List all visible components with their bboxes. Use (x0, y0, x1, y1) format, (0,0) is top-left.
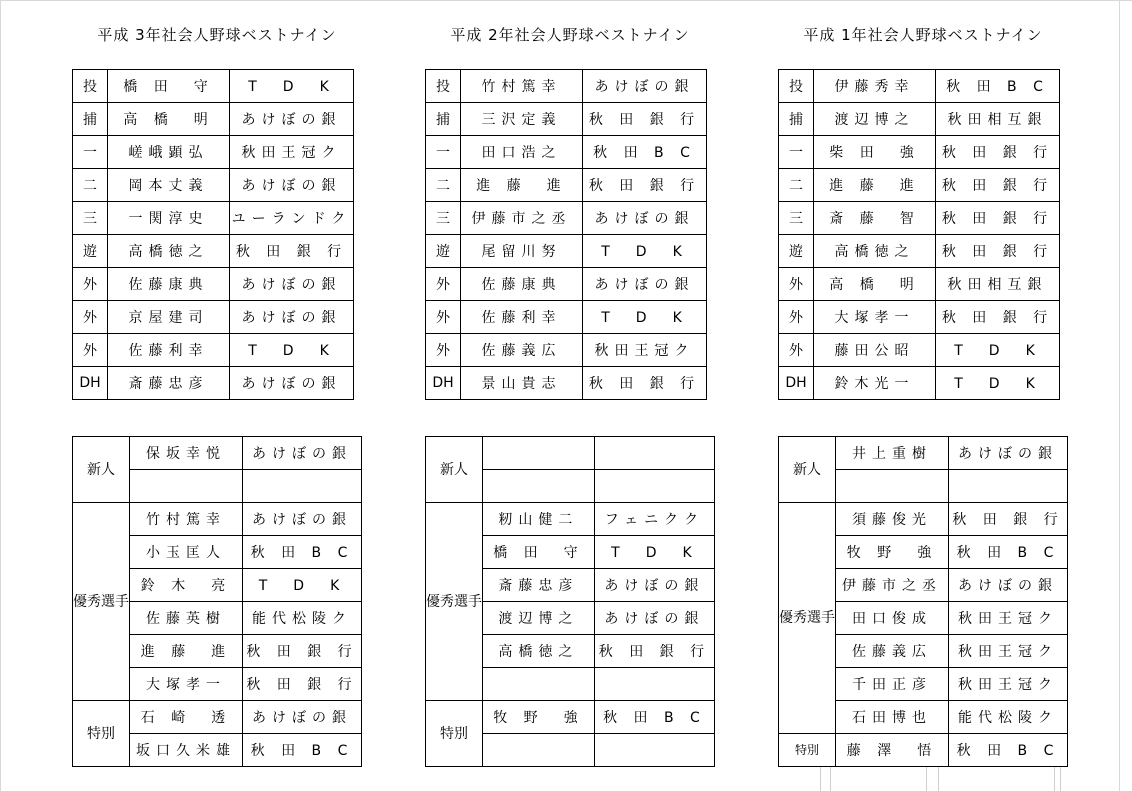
team-cell: あけぼの銀 (230, 169, 354, 202)
team-cell: T D K (230, 334, 354, 367)
player-name-cell (130, 470, 243, 503)
team-cell: T D K (583, 235, 707, 268)
team-cell: あけぼの銀 (583, 268, 707, 301)
player-name-cell: 高橋徳之 (108, 235, 230, 268)
best-nine-table (778, 69, 1060, 400)
position-cell: 外 (426, 268, 461, 301)
table-row (426, 202, 707, 235)
table-row (73, 334, 354, 367)
team-cell: あけぼの銀 (242, 503, 361, 536)
team-cell: 秋田王冠ク (230, 136, 354, 169)
player-name-cell: 石田博也 (836, 701, 949, 734)
position-cell: DH (426, 367, 461, 400)
player-name-cell: 竹村篤幸 (130, 503, 243, 536)
team-cell: あけぼの銀 (230, 103, 354, 136)
player-name-cell: 伊藤市之丞 (836, 569, 949, 602)
position-cell: 外 (779, 268, 814, 301)
table-row (426, 701, 715, 734)
position-cell: 外 (73, 268, 108, 301)
table-row (426, 367, 707, 400)
table-row (426, 103, 707, 136)
position-cell: 外 (73, 334, 108, 367)
table-row (426, 437, 715, 470)
player-name-cell (483, 470, 595, 503)
team-cell: 秋 田 銀 行 (936, 136, 1060, 169)
team-cell: 秋 田 銀 行 (594, 635, 714, 668)
team-cell: あけぼの銀 (583, 202, 707, 235)
table-row (779, 169, 1060, 202)
team-cell (242, 470, 361, 503)
table-row (779, 268, 1060, 301)
player-name-cell: 一関淳史 (108, 202, 230, 235)
team-cell (594, 734, 714, 767)
player-name-cell: 佐藤義広 (836, 635, 949, 668)
player-name-cell: 橋 田 守 (483, 536, 595, 569)
team-cell: あけぼの銀 (948, 437, 1067, 470)
rookie-label: 新人 (73, 437, 130, 503)
player-name-cell: 嵯峨顕弘 (108, 136, 230, 169)
position-cell: 遊 (73, 235, 108, 268)
team-cell: T D K (583, 301, 707, 334)
position-cell: 外 (426, 334, 461, 367)
page-top-border (0, 0, 1132, 1)
player-name-cell (836, 470, 949, 503)
team-cell (594, 668, 714, 701)
player-name-cell: 高橋徳之 (483, 635, 595, 668)
team-cell: あけぼの銀 (583, 70, 707, 103)
table-row (426, 503, 715, 536)
position-cell: 三 (73, 202, 108, 235)
team-cell (948, 470, 1067, 503)
position-cell: 三 (779, 202, 814, 235)
table-row (779, 301, 1060, 334)
player-name-cell: 斎藤忠彦 (108, 367, 230, 400)
team-cell: あけぼの銀 (230, 367, 354, 400)
player-name-cell: 佐藤康典 (108, 268, 230, 301)
team-cell: 秋田相互銀 (936, 103, 1060, 136)
player-name-cell (483, 437, 595, 470)
player-name-cell: 大塚孝一 (814, 301, 936, 334)
team-cell: T D K (936, 334, 1060, 367)
team-cell: 秋田相互銀 (936, 268, 1060, 301)
continuation-lines (778, 767, 1061, 791)
player-name-cell (483, 668, 595, 701)
team-cell: あけぼの銀 (242, 701, 361, 734)
panel-title: 平成 2年社会人野球ベストナイン (450, 26, 690, 44)
table-row (73, 701, 362, 734)
table-row (779, 202, 1060, 235)
table-row (779, 734, 1068, 767)
awards-table (72, 436, 362, 767)
team-cell: 秋 田 銀 行 (948, 503, 1067, 536)
team-cell: フェニクク (594, 503, 714, 536)
player-name-cell: 進 藤 進 (130, 635, 243, 668)
table-row (73, 103, 354, 136)
special-label: 特別 (779, 734, 836, 767)
position-cell: DH (73, 367, 108, 400)
team-cell: 秋 田 B C (594, 701, 714, 734)
table-row (73, 136, 354, 169)
team-cell: ユーランドク (230, 202, 354, 235)
position-cell: DH (779, 367, 814, 400)
table-row (73, 235, 354, 268)
team-cell: 秋田王冠ク (948, 635, 1067, 668)
team-cell: あけぼの銀 (594, 569, 714, 602)
team-cell: T D K (230, 70, 354, 103)
table-row (426, 70, 707, 103)
team-cell: 秋 田 銀 行 (936, 301, 1060, 334)
team-cell: T D K (594, 536, 714, 569)
special-label: 特別 (426, 701, 483, 767)
team-cell: 秋田王冠ク (948, 602, 1067, 635)
player-name-cell: 小玉匡人 (130, 536, 243, 569)
team-cell: 秋 田 銀 行 (242, 668, 361, 701)
position-cell: 投 (73, 70, 108, 103)
player-name-cell: 斎藤忠彦 (483, 569, 595, 602)
team-cell: 能代松陵ク (948, 701, 1067, 734)
player-name-cell: 尾留川努 (461, 235, 583, 268)
table-row (426, 334, 707, 367)
player-name-cell: 牧 野 強 (483, 701, 595, 734)
player-name-cell: 岡本丈義 (108, 169, 230, 202)
rookie-label: 新人 (426, 437, 483, 503)
team-cell: 秋 田 B C (948, 734, 1067, 767)
position-cell: 外 (779, 334, 814, 367)
position-cell: 一 (73, 136, 108, 169)
position-cell: 外 (73, 301, 108, 334)
player-name-cell: 井上重樹 (836, 437, 949, 470)
player-name-cell: 田口浩之 (461, 136, 583, 169)
position-cell: 投 (779, 70, 814, 103)
position-cell: 一 (779, 136, 814, 169)
team-cell: T D K (242, 569, 361, 602)
team-cell: 秋 田 銀 行 (583, 169, 707, 202)
team-cell: 秋 田 銀 行 (583, 367, 707, 400)
table-row (779, 103, 1060, 136)
table-row (73, 169, 354, 202)
player-name-cell: 橋 田 守 (108, 70, 230, 103)
panel-title: 平成 1年社会人野球ベストナイン (803, 26, 1043, 44)
table-row (779, 503, 1068, 536)
player-name-cell: 高 橋 明 (814, 268, 936, 301)
excellent-label: 優秀選手 (426, 503, 483, 701)
table-row (426, 301, 707, 334)
best-nine-table (425, 69, 707, 400)
team-cell: 秋 田 銀 行 (936, 202, 1060, 235)
team-cell: 秋 田 銀 行 (583, 103, 707, 136)
player-name-cell: 京屋建司 (108, 301, 230, 334)
team-cell: 秋 田 B C (948, 536, 1067, 569)
table-row (73, 301, 354, 334)
team-cell: 秋 田 B C (583, 136, 707, 169)
player-name-cell: 柴 田 強 (814, 136, 936, 169)
special-label: 特別 (73, 701, 130, 767)
position-cell: 外 (779, 301, 814, 334)
player-name-cell: 伊藤市之丞 (461, 202, 583, 235)
position-cell: 捕 (426, 103, 461, 136)
player-name-cell: 牧 野 強 (836, 536, 949, 569)
player-name-cell: 竹村篤幸 (461, 70, 583, 103)
player-name-cell: 佐藤義広 (461, 334, 583, 367)
team-cell: あけぼの銀 (948, 569, 1067, 602)
player-name-cell: 佐藤英樹 (130, 602, 243, 635)
rookie-label: 新人 (779, 437, 836, 503)
player-name-cell: 三沢定義 (461, 103, 583, 136)
player-name-cell: 田口俊成 (836, 602, 949, 635)
player-name-cell: 佐藤利幸 (108, 334, 230, 367)
team-cell: 秋 田 B C (242, 536, 361, 569)
team-cell (594, 437, 714, 470)
table-row (73, 268, 354, 301)
player-name-cell: 伊藤秀幸 (814, 70, 936, 103)
player-name-cell: 石 崎 透 (130, 701, 243, 734)
player-name-cell: 高橋徳之 (814, 235, 936, 268)
position-cell: 捕 (73, 103, 108, 136)
excellent-label: 優秀選手 (779, 503, 836, 734)
team-cell: あけぼの銀 (242, 437, 361, 470)
position-cell: 二 (73, 169, 108, 202)
player-name-cell: 籾山健二 (483, 503, 595, 536)
team-cell: 秋 田 B C (936, 70, 1060, 103)
page-right-border (1119, 0, 1120, 791)
player-name-cell: 大塚孝一 (130, 668, 243, 701)
team-cell: 秋 田 銀 行 (936, 169, 1060, 202)
player-name-cell: 鈴 木 亮 (130, 569, 243, 602)
player-name-cell: 坂口久米雄 (130, 734, 243, 767)
table-row (426, 169, 707, 202)
team-cell: あけぼの銀 (230, 301, 354, 334)
player-name-cell: 保坂幸悦 (130, 437, 243, 470)
team-cell: T D K (936, 367, 1060, 400)
table-row (779, 136, 1060, 169)
position-cell: 二 (426, 169, 461, 202)
table-row (426, 235, 707, 268)
position-cell: 遊 (779, 235, 814, 268)
player-name-cell: 渡辺博之 (814, 103, 936, 136)
position-cell: 遊 (426, 235, 461, 268)
position-cell: 捕 (779, 103, 814, 136)
table-row (779, 437, 1068, 470)
player-name-cell: 進 藤 進 (461, 169, 583, 202)
player-name-cell: 進 藤 進 (814, 169, 936, 202)
player-name-cell: 鈴木光一 (814, 367, 936, 400)
table-row (779, 334, 1060, 367)
position-cell: 二 (779, 169, 814, 202)
player-name-cell: 斎 藤 智 (814, 202, 936, 235)
best-nine-table (72, 69, 354, 400)
player-name-cell: 須藤俊光 (836, 503, 949, 536)
player-name-cell: 景山貴志 (461, 367, 583, 400)
team-cell: 能代松陵ク (242, 602, 361, 635)
player-name-cell (483, 734, 595, 767)
table-row (73, 70, 354, 103)
team-cell: 秋田王冠ク (948, 668, 1067, 701)
player-name-cell: 渡辺博之 (483, 602, 595, 635)
table-row (779, 367, 1060, 400)
awards-table (778, 436, 1068, 767)
team-cell: 秋田王冠ク (583, 334, 707, 367)
table-row (426, 136, 707, 169)
table-row (426, 268, 707, 301)
position-cell: 外 (426, 301, 461, 334)
player-name-cell: 佐藤康典 (461, 268, 583, 301)
player-name-cell: 佐藤利幸 (461, 301, 583, 334)
position-cell: 一 (426, 136, 461, 169)
team-cell: 秋 田 B C (242, 734, 361, 767)
player-name-cell: 高 橋 明 (108, 103, 230, 136)
player-name-cell: 藤 澤 悟 (836, 734, 949, 767)
table-row (779, 235, 1060, 268)
team-cell: あけぼの銀 (230, 268, 354, 301)
table-row (73, 202, 354, 235)
awards-table (425, 436, 715, 767)
team-cell (594, 470, 714, 503)
excellent-label: 優秀選手 (73, 503, 130, 701)
position-cell: 投 (426, 70, 461, 103)
table-row (73, 503, 362, 536)
team-cell: 秋 田 銀 行 (242, 635, 361, 668)
page-left-border (0, 0, 1, 791)
position-cell: 三 (426, 202, 461, 235)
team-cell: 秋 田 銀 行 (936, 235, 1060, 268)
table-row (73, 367, 354, 400)
player-name-cell: 千田正彦 (836, 668, 949, 701)
player-name-cell: 藤田公昭 (814, 334, 936, 367)
table-row (73, 437, 362, 470)
team-cell: あけぼの銀 (594, 602, 714, 635)
team-cell: 秋 田 銀 行 (230, 235, 354, 268)
panel-title: 平成 3年社会人野球ベストナイン (97, 26, 337, 44)
table-row (779, 70, 1060, 103)
